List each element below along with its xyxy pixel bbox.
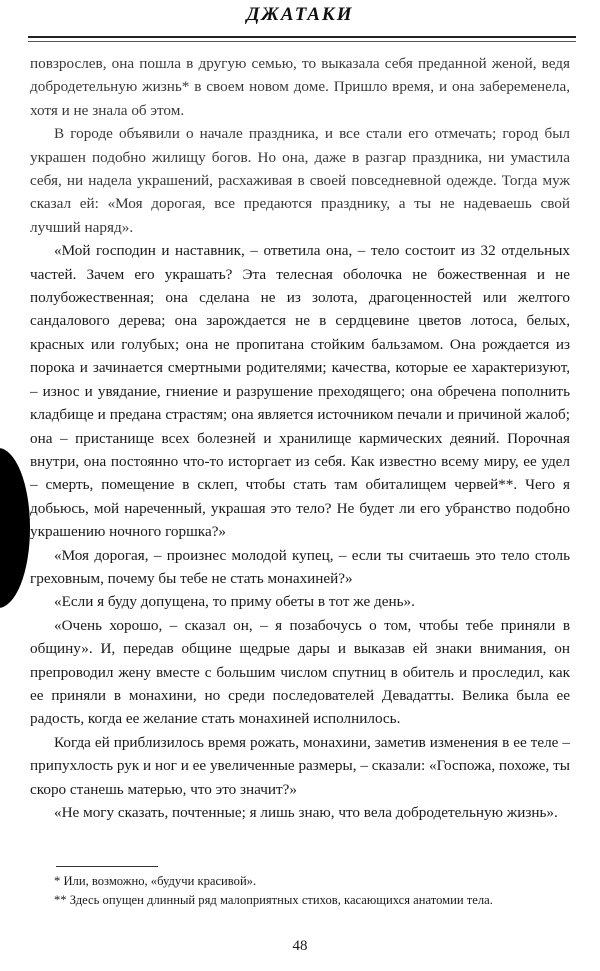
paragraph: «Если я буду допущена, то приму обеты в тот же день». — [54, 593, 415, 611]
footnote-separator — [56, 866, 158, 867]
paragraph: «Мой господин и наставник, – ответила она, – тело состоит из 32 отдельных частей. Зачем его украшать? Эта телесная оболочка не божественная и не полубожественная; она сделана не из золота, драгоценностей или желтого сандалового дерева; она зарождается не в сердцевине цветов лотоса, белых, красных или голубых; она не пропитана стойким бальзамом. Она рождается из порока и зачинается смертными родителями; качества, которые ее характеризуют, – износ и увядание, гниение и разрушение преходящего; она обречена пополнить кладбище и предана страстям; она является источником печали и причиной жалоб; она – пристанище всех болезней и хранилище кармических деяний. Порочная внутри, она постоянно что-то исторгает из себя. Как известно всему миру, ее удел – смерть, помещение в склеп, чтобы стать там обиталищем червей**. Чего я добьюсь, мой нареченный, украшая это тело? Не будет ли его убранство подобно украшению ночного горшка?» — [30, 242, 570, 541]
header-rule-thick — [28, 36, 576, 38]
running-header-title: ДЖАТАКИ — [246, 4, 354, 25]
paragraph: «Очень хорошо, – сказал он, – я позабочусь о том, чтобы тебе приняли в общину». И, передав общине щедрые дары и выказав ей знаки внимания, он препроводил жену вместе с большим числом спутниц в обитель и проследил, как ее приняли в монахини, но среди последователей Девадатты. Велика была ее радость, когда ее желание стать монахиней исполнилось. — [30, 616, 570, 728]
paragraph: Когда ей приблизилось время рожать, монахини, заметив изменения в ее теле – припухлость рук и ног и ее увеличенные размеры, – сказали: «Госпожа, похоже, ты скоро станешь матерью, что это значит?» — [30, 733, 570, 798]
footnotes — [30, 872, 570, 910]
header-rule-thin — [28, 41, 576, 42]
scan-binding-shadow — [0, 448, 30, 608]
body-text — [30, 52, 570, 824]
paragraph: повзрослев, она пошла в другую семью, то выказала себя преданной женой, ведя добродетельную жизнь* в своем новом доме. Пришло время, и она забеременела, хотя и не знала об этом. — [30, 55, 570, 119]
paragraph: «Моя дорогая, – произнес молодой купец, – если ты считаешь это тело столь греховным, почему бы тебе не стать монахиней?» — [30, 546, 570, 587]
footnote: ** Здесь опущен длинный ряд малоприятных стихов, касающихся анатомии тела. — [54, 893, 493, 907]
page-number: 48 — [292, 938, 308, 954]
paragraph: «Не могу сказать, почтенные; я лишь знаю, что вела добродетельную жизнь». — [54, 804, 558, 821]
paragraph: В городе объявили о начале праздника, и все стали его отмечать; город был украшен подобно жилищу богов. Но она, даже в разгар праздника, ни умастила себя, ни надела украшений, расхаживая в своей повседневной одежде. Тогда муж сказал ей: «Моя дорогая, все предаются празднику, а ты не надеваешь свой лучший наряд». — [30, 125, 570, 236]
footnote: * Или, возможно, «будучи красивой». — [54, 874, 257, 888]
